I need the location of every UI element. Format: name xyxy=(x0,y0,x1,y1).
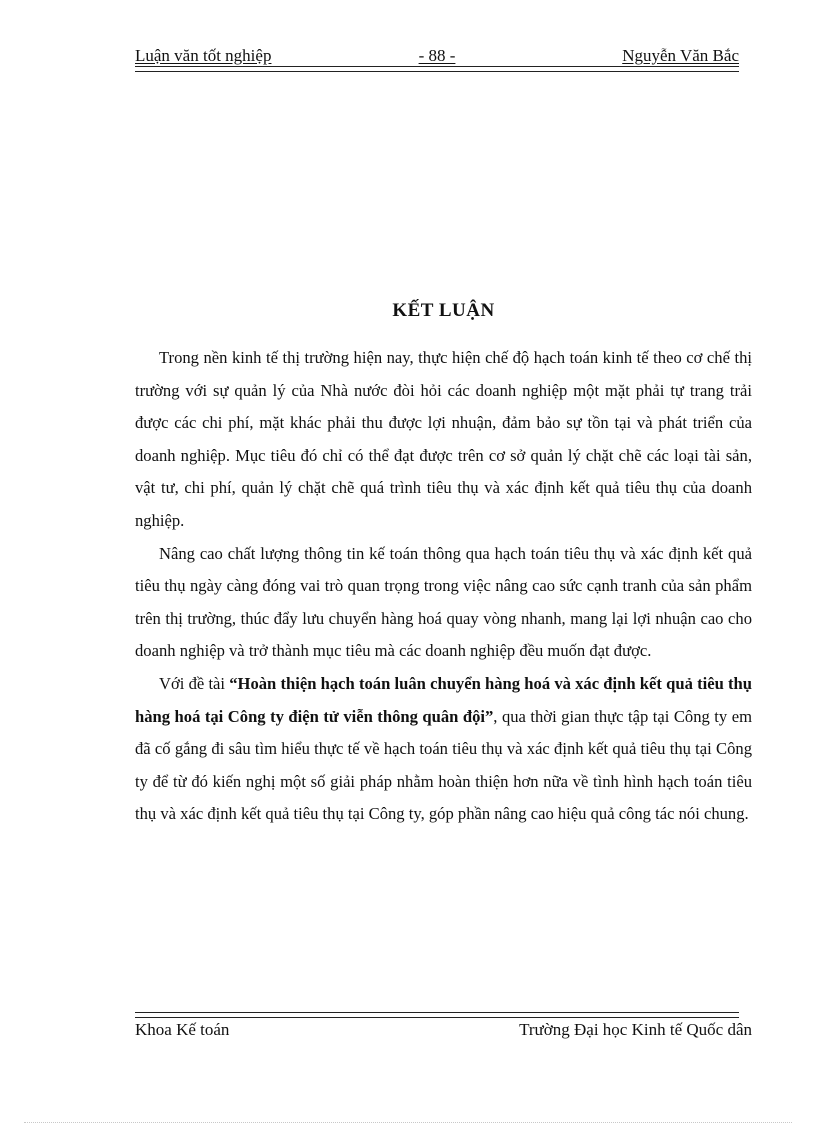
paragraph-3-rest: , qua thời gian thực tập tại Công ty em đã cố gắng đi sâu tìm hiểu thực tế về hạch toán tiêu thụ và xác định kết quả tiêu thụ tại Công ty để từ đó kiến nghị một số giải pháp nhằm hoàn thiện hơn nữa về tình hình hạch toán tiêu thụ và xác định kết quả tiêu thụ tại Công ty, góp phần nâng cao hiệu quả công tác nói chung. xyxy=(135,706,752,824)
header-thesis-label: Luận văn tốt nghiệp xyxy=(135,46,272,65)
paragraph-3 xyxy=(135,668,752,831)
paragraph-1: Trong nền kinh tế thị trường hiện nay, thực hiện chế độ hạch toán kinh tế theo cơ chế thị trường với sự quản lý của Nhà nước đòi hỏi các doanh nghiệp một mặt phải tự trang trải được các chi phí, mặt khác phải thu được lợi nhuận, đảm bảo sự tồn tại và phát triển của doanh nghiệp. Mục tiêu đó chỉ có thể đạt được trên cơ sở quản lý chặt chẽ các loại tài sản, vật tư, chi phí, quản lý chặt chẽ quá trình tiêu thụ và xác định kết quả tiêu thụ của doanh nghiệp. xyxy=(135,348,752,530)
footer-divider xyxy=(135,1012,739,1018)
document-body xyxy=(135,342,752,831)
footer-university: Trường Đại học Kinh tế Quốc dân xyxy=(519,1020,752,1039)
header-divider xyxy=(135,66,739,72)
footer-faculty: Khoa Kế toán xyxy=(135,1020,230,1039)
header-author: Nguyễn Văn Bắc xyxy=(622,46,739,65)
page-footer xyxy=(135,1020,752,1042)
page-number: - 88 - xyxy=(418,46,456,65)
paragraph-2: Nâng cao chất lượng thông tin kế toán thông qua hạch toán tiêu thụ và xác định kết quả tiêu thụ ngày càng đóng vai trò quan trọng trong việc nâng cao sức cạnh tranh của sản phẩm trên thị trường, thúc đẩy lưu chuyển hàng hoá quay vòng nhanh, mang lại lợi nhuận cao cho doanh nghiệp và trở thành mục tiêu mà các doanh nghiệp đều muốn đạt được. xyxy=(135,543,752,661)
page-title: KẾT LUẬN xyxy=(392,300,495,321)
thesis-topic: “Hoàn thiện hạch toán luân chuyển hàng hoá và xác định kết quả tiêu thụ hàng hoá tại Công ty điện tử viễn thông quân đội” xyxy=(135,673,753,726)
paragraph-3-lead: Với đề tài xyxy=(159,673,230,693)
page-header xyxy=(135,44,739,68)
